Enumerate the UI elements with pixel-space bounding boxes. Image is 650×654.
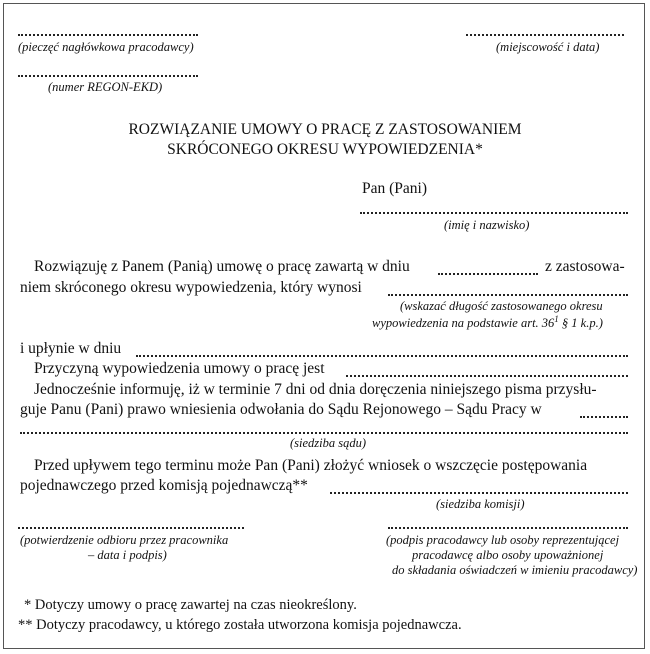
- info-line2: guje Panu (Pani) prawo wniesienia odwołania do Sądu Rejonowego – Sądu Pracy w: [20, 401, 542, 418]
- para1-line2: niem skróconego okresu wypowiedzenia, który wynosi: [20, 279, 362, 296]
- regon-line: [18, 75, 198, 77]
- para1-line1-start: Rozwiązuję z Panem (Panią) umowę o pracę zawartą w dniu: [34, 258, 410, 275]
- court-seat-line: [20, 432, 628, 434]
- expiry-date-line: [136, 355, 628, 357]
- notice-period-line: [388, 294, 628, 296]
- court-caption: (siedziba sądu): [290, 436, 367, 450]
- employer-stamp-caption: (pieczęć nagłówkowa pracodawcy): [18, 40, 194, 54]
- employer-stamp-line: [18, 34, 198, 36]
- footnote-2: ** Dotyczy pracodawcy, u którego została utworzona komisja pojednawcza.: [18, 617, 462, 633]
- para1-line1-end: z zastosowa-: [545, 258, 625, 275]
- document-title-line1: ROZWIĄZANIE UMOWY O PRACĘ Z ZASTOSOWANIEM: [128, 121, 522, 138]
- employee-signature-caption-1: (potwierdzenie odbioru przez pracownika: [20, 533, 229, 547]
- employer-signature-caption-3: do składania oświadczeń w imieniu pracodawcy): [392, 563, 638, 577]
- info-line1: Jednocześnie informuję, iż w terminie 7 dni od dnia doręczenia niniejszego pisma przysłu-: [34, 381, 597, 398]
- commission-seat-line: [330, 492, 628, 494]
- employee-signature-line: [18, 527, 244, 529]
- recipient-name-line: [360, 212, 628, 214]
- employee-signature-caption-2: – data i podpis): [88, 548, 167, 562]
- place-date-caption: (miejscowość i data): [496, 40, 600, 54]
- recipient-salutation: Pan (Pani): [362, 180, 428, 197]
- concil-line1: Przed upływem tego terminu może Pan (Pani) złożyć wniosek o wszczęcie postępowania: [34, 457, 588, 474]
- court-city-line-a: [580, 416, 628, 418]
- period-caption-line2: wypowiedzenia na podstawie art. $36^1$ § 1 k.p.): [372, 314, 603, 331]
- footnote-1: * Dotyczy umowy o pracę zawartej na czas nieokreślony.: [24, 597, 357, 613]
- employer-signature-line: [388, 527, 628, 529]
- reason-label: Przyczyną wypowiedzenia umowy o pracę jest: [34, 360, 325, 377]
- place-date-line: [466, 34, 624, 36]
- employer-signature-caption-1: (podpis pracodawcy lub osoby reprezentującej: [386, 533, 620, 547]
- contract-date-line: [438, 273, 538, 275]
- regon-caption: (numer REGON-EKD): [48, 80, 163, 94]
- employer-signature-caption-2: pracodawcę albo osoby upoważnionej: [412, 548, 604, 562]
- period-caption-line1: (wskazać długość zastosowanego okresu: [400, 299, 603, 313]
- commission-caption: (siedziba komisji): [436, 497, 525, 511]
- recipient-name-caption: (imię i nazwisko): [444, 218, 530, 232]
- document-title-line2: SKRÓCONEGO OKRESU WYPOWIEDZENIA*: [167, 141, 483, 158]
- concil-line2: pojednawczego przed komisją pojednawczą**: [20, 477, 308, 494]
- expires-label: i upłynie w dniu: [20, 340, 122, 357]
- reason-line: [346, 375, 628, 377]
